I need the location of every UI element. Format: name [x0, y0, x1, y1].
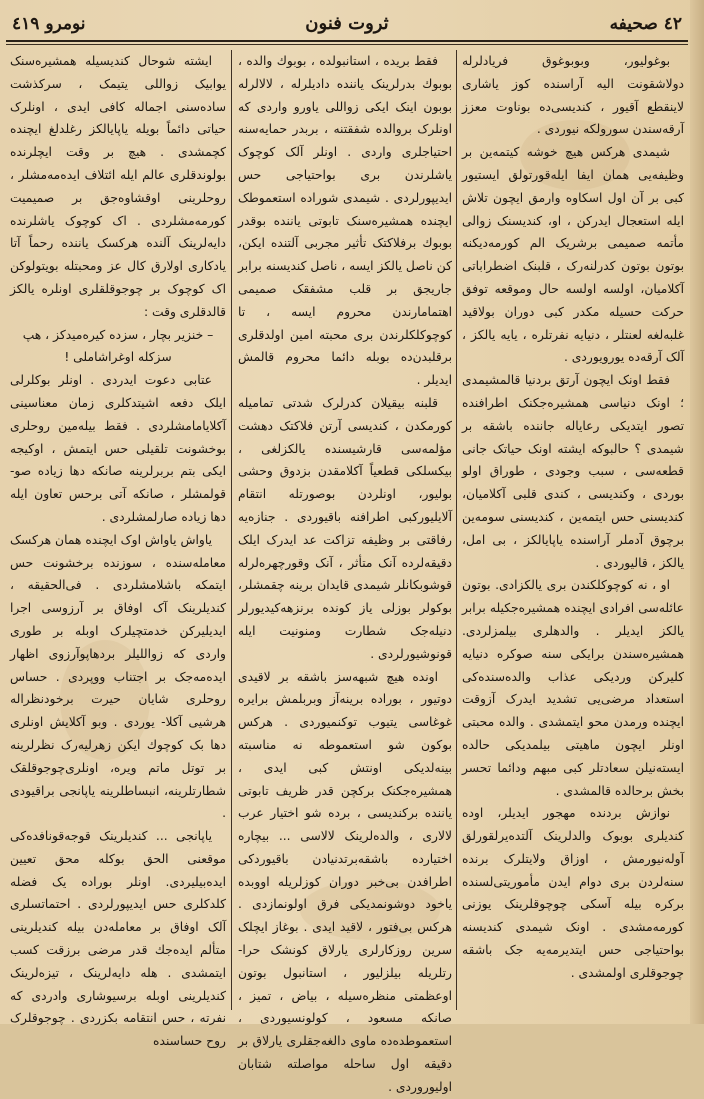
journal-title: ثروت فنون [305, 13, 389, 34]
text-column-left [10, 50, 226, 1049]
paragraph: شیمدی هرکس هیچ خوشه کیتمه‌ین بر وظیفه‌یی همان ایفا ایله‌قورتولق ایستیور کبی بر آن اول اسکاوه وارمق ایچون تلاش ایله استعجال ایدرکن ، او، کندیسنک زوالی مأتمه صمیمی برشریک الم کورمه‌دیکنه بوتون بوتون کدرلنه‌رک ، قلبنک اضطراباتی آکلامیان، اولسه اولسه حال وموقعه توفق حرکت حسیله مکدر کبی دوران بولاقید غلبه‌لغه لعنتلر ، دنیایه نفرتلره ، یایه یالکز ، آلک آرقه‌ده یورویوردی . [462, 145, 684, 365]
page-edge-shadow [690, 0, 704, 1024]
paragraph: فقط بریده ، استانبولده ، بوبوك والده ، بوبوك بدرلرینک یاننده دادیلرله ، لالالرله بوبون اینک ایکی زواللی یاورو واردی که اونلرک بروالده شفقتنه ، بربدر حمایه‌سنه احتیاجلری واردی . اونلر آلک کوچوک یاشلرندن بری بواحتیاجی حس ایدیپورلردی . شیمدی شوراده استعموطک ایچنده همشیره‌سنک تابوتی یاننده بوقدر بوبوك برفلاکتک تأثیر مجربی آلتنده ایکن، کن ناصل یالکز ایسه ، ناصل کندیسنه برابر جاریجق بر قلب مشفقک صمیمی اهتمامارندن محروم ایسه ، تا کوچوکلکلرندن بری محبته امین اولدقلری برقلبدن‌ده بوبله دائما محروم قالمش ایدیلر . [238, 54, 452, 388]
paragraph: فقط اونک ایچون آرتق بردنیا قالمشیمدی ؛ اونک دنیاسی همشیره‌جکنک اطرافنده تصور ایتدیکی رعایاله جاننده باشقه بر شیمدی ؟ حالبوکه ایشته اونک حیاتک جانی قطعه‌سی ، سبب وجودی ، طوراق اولو بوردی ، وکندیسی ، کندی قلبی آکلامیان، کندیسنی حس ایتمه‌ین ، کندیسنی سومه‌ین برچوق آدملر آراسنده یاپایالکز ، بی امل، یالکز ، قالیوردی . [462, 373, 684, 570]
paragraph: قلبنه بیقیلان کدرلرک شدتی تمامیله کورمکدن ، کندیسی آرتن فلاکتک دهشت مؤلمه‌سی قارشیسنده یالکزلغی ، بیکسلکی قطعیاً آکلامقدن بزدوق وحشی بولیور، اونلردن بوصورتله انتقام آلایلیورکبی اطرافنه باقیوردی . جنازه‌یه رفاقتی بر وظیفه تزاکت عد ایدرک ایلک دقیقه‌لرده آنک متأثر ، آنک وقورچهره‌لرله قوشوبکانلر شیمدی قایدان برینه چقمشلر، بوکولر بوزلی یاز کونده برنزهه‌کیدیورلر دنیله‌جک شطارت ومنونیت ایله قونوشیورلردی . [238, 395, 452, 661]
text-column-middle [238, 50, 452, 1094]
issue-number-label: نومرو ٤١٩ [12, 14, 86, 34]
paragraph: یاواش یاواش اوک ایچنده همان هرکسک معامله‌سنده ، سوزنده برخشونت حس ایتمکه باشلامشلردی . فی‌الحقیقه ، کندیلرینک آک اوفاق بر آرزوسی اجرا ایدیلیرکن خدمتچیلرک اوبله بر طوری واردی که زواللیلر بردهاپوآرزوی اظهار ایده‌مه‌جک بر اجتناب ووپردی . حساس روحلری شایان حیرت برخودنظراله هرشیی آکلا- یوردی . وبو آکلایش اونلری دها بک کوچوك ایکن زهرلیه‌رک نظرلرینه بر توتل ماتم ویره‌، اونلری‌چوجوقلقک شطارتلرینه، انبساطلرینه یاپانجی براقیودی . [10, 532, 226, 821]
paragraph: عتابی دعوت ایدردی . اونلر بوکلرلی ایلک دفعه اشیتدکلری زمان معناسینی آکلایامامشلردی . فقط بیله‌مین روحلری بوخشونت تلقیلی حس ایتمش ، اوکیجه ایکی بتم بربرلرینه صانکه دها زیاده صو- قولمشلر ، صانکه آتی برحس تعاون ایله دها زیاده صارلمشلردی . [10, 373, 226, 524]
page-header [6, 8, 688, 42]
paragraph: او ، نه کوچوکلکندن بری یالکزادی. بوتون عائله‌سی افرادی ایچنده همشیره‌جکیله برابر یالکز ایدیلر . والدهلری بیلمزلردی. همشیره‌سندن برایکی سنه صوکره دنیایه کلیرکن وردیکی عذاب والده‌سنده‌کی استعداد مرضی‌یی تشدید ایدرک آزوقت ایچنده ورمدن محو ایتمشدی . والده محبتی اونلر ایچون ماهیتی بیلمدیکی حالده ایسته‌نیلن سعادتلر کبی مبهم ودائما تحسر بخش برحالده قالمشدی . [462, 578, 684, 798]
paragraph: اونده هیچ شبهه‌سز باشقه بر لاقیدی دوتیور ، بوراده برینه‌آز وبربلمش برایره غوغاسی یتیوب توکنمیوردی . هرکس بوکون شو استعموطه نه مناسبته بینه‌لدیکی اونتش کبی ایدی ، همشیره‌جکنک برکچن قدر ظریف تابوتی یاننده برکندیسی ، برده شو اختیار عرب لالاری ، والده‌لرینک لالاسی ... بیچاره اختیارده باشقه‌برتدنیادن باقیوردکی اطرافدن بی‌خبر دوران کوزلریله اووبده یاخود دوشونمدیکی فرق اولونمازدی . هرکس بی‌فتور ، لاقید ایدی . بوغاز ایچلک سرین روزکارلری یارلاق کونشک حرا- رتلریله بیلزلیور ، استانبول بوتون اوعظمتی منظره‌سیله ، بیاض ، تمیز ، صانکه مسعود ، کولونسیوردی ، استعموطده‌ده ماوی دالغه‌جقلری یارلاق بر دقیقه اول ساحله مواصلته شتابان اولیوروردی . [238, 669, 452, 1094]
header-rule [6, 40, 688, 42]
column-divider [231, 50, 232, 1010]
quoted-exclamation: – خنزیر بچار ، سزده کیره‌میدکز ، هپ سزکله اوغراشاملی ! [22, 327, 214, 365]
paragraph: بوغولیور، وبوبوغوق فریادلرله دولاشقونت الیه آراسنده کوز یاشاری لاینقطع آقیور ، کندیسی‌ده بوناوت معزز آرقه‌سندن سورولکه نیوردی . [462, 54, 684, 137]
column-divider [456, 50, 457, 1010]
paragraph: نوازش بردنده مهجور ایدیلر، اوده کندیلری بوبوک والدلرینک آلتده‌یرلقورلق آوله‌نیورمش ، اوزاق ولایتلرک برنده سنه‌لردن بری دوام ایدن مأموریتی‌لسنده برکره بیله آسکی چوچوقلرینک یوزنی کورمه‌مشدی . اونک شیمدی کندیسنه بواحتیاجی حس ایتدیرمه‌یه جک باشقه چوجوقلری اولمشدی . [462, 806, 684, 980]
paragraph: یاپانجی ... کندیلرینک قوجه‌قونافده‌کی موقعنی الحق بوکله محق تعیین ایده‌بیلیردی. اونلر بوراده یک فضله کلدکلری حس ایدیپورلردی . احتماتسلری آلک اوفاق بر معامله‌دن بیله کندیلرینی متألم ایده‌جك قدر مرضی برزقت کسب ایتمشدی . هله دایه‌لرینک ، تیزه‌لرینک کندیلرینی اوبله برسیوشاری وادردی که نفرته ، حس انتقامه بکزردی . چوجوقلرک روح حساسنده [10, 829, 226, 1049]
page-number-label: ٤٢ صحيفه [609, 14, 682, 34]
paragraph: ایشته شوحال کندیسیله همشیره‌سنک یوابیک زواللی یتیمک ، سرکذشت ساده‌سنی اجماله کافی ایدی ، اونلرک حیاتی دائماً بویله یاپایالکز رغلدلغ ایچنده کچمشدی . هیچ بر وقت ایچلرنده بولوندقلری عالم ایله ائتلاف ایده‌مه‌مشلر ، روحلرینی اوقشاوه‌جق بر صمیمیت کورمه‌مشلردی . اک کوچوک یاشلرنده دایه‌لرینک آلنده هرکسک یاننده رحماً آتا یادکاری اولارق کال عز ومحبتله بویتولوکن اک کوچوک بر چوجوقلقلری اونلره یالکز قالدقلری وقت : [10, 54, 226, 319]
text-column-right [462, 50, 684, 1015]
header-rule-thin [6, 44, 688, 45]
